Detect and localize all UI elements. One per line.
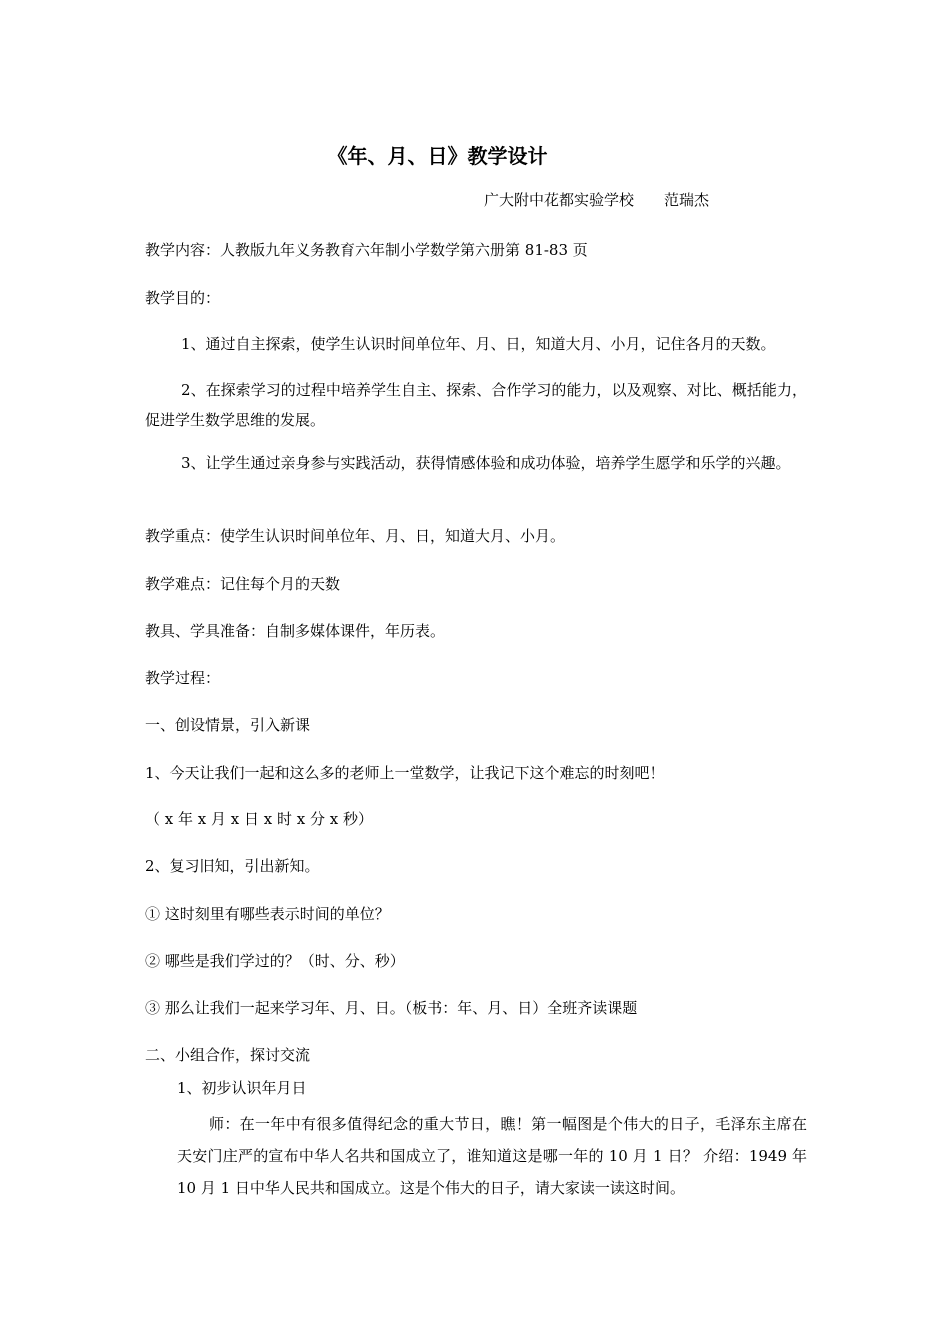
- step1-note: （ x 年 x 月 x 日 x 时 x 分 x 秒）: [145, 810, 373, 828]
- process-heading: 教学过程：: [145, 669, 221, 687]
- author-school: 广大附中花都实验学校: [484, 191, 635, 209]
- teacher-paragraph: 师：在一年中有很多值得纪念的重大节日，瞧！第一幅图是个伟大的日子，毛泽东主席在天安门庄严的宣布中华人名共和国成立了，谁知道这是哪一年的 10 月 1 日？ 介绍：1949 年 10 月 1 日中华人民共和国成立。这是个伟大的日子，请大家读一读这时间。: [177, 1115, 807, 1197]
- goals-heading: 教学目的：: [145, 289, 221, 307]
- key-point: 教学重点：使学生认识时间单位年、月、日，知道大月、小月。: [145, 527, 566, 545]
- difficulty: 教学难点：记住每个月的天数: [145, 575, 341, 593]
- question-1: ① 这时刻里有哪些表示时间的单位？: [145, 905, 390, 923]
- materials: 教具、学具准备：自制多媒体课件，年历表。: [145, 622, 446, 640]
- step1-text: 1、今天让我们一起和这么多的老师上一堂数学，让我记下这个难忘的时刻吧！: [145, 764, 665, 782]
- author-line: [484, 190, 709, 210]
- section1-heading: 一、创设情景，引入新课: [145, 716, 311, 734]
- document-title: 《年、月、日》教学设计: [327, 144, 548, 168]
- goal-item-2: 2、在探索学习的过程中培养学生自主、探索、合作学习的能力，以及观察、对比、概括能力，促进学生数学思维的发展。: [145, 381, 807, 429]
- section2-heading: 二、小组合作，探讨交流: [145, 1046, 311, 1064]
- step2-text: 2、复习旧知，引出新知。: [145, 857, 320, 875]
- goal-item-3: 3、让学生通过亲身参与实践活动，获得情感体验和成功体验，培养学生愿学和乐学的兴趣。: [181, 454, 791, 472]
- goal-item-1: 1、通过自主探索，使学生认识时间单位年、月、日，知道大月、小月，记住各月的天数。: [181, 335, 776, 353]
- teaching-content: 教学内容：人教版九年义务教育六年制小学数学第六册第 81-83 页: [145, 241, 588, 259]
- question-3: ③ 那么让我们一起来学习年、月、日。（板书：年、月、日）全班齐读课题: [145, 999, 638, 1017]
- question-2: ② 哪些是我们学过的？（时、分、秒）: [145, 952, 405, 970]
- sub1-heading: 1、初步认识年月日: [177, 1079, 307, 1097]
- author-name: 范瑞杰: [664, 191, 710, 209]
